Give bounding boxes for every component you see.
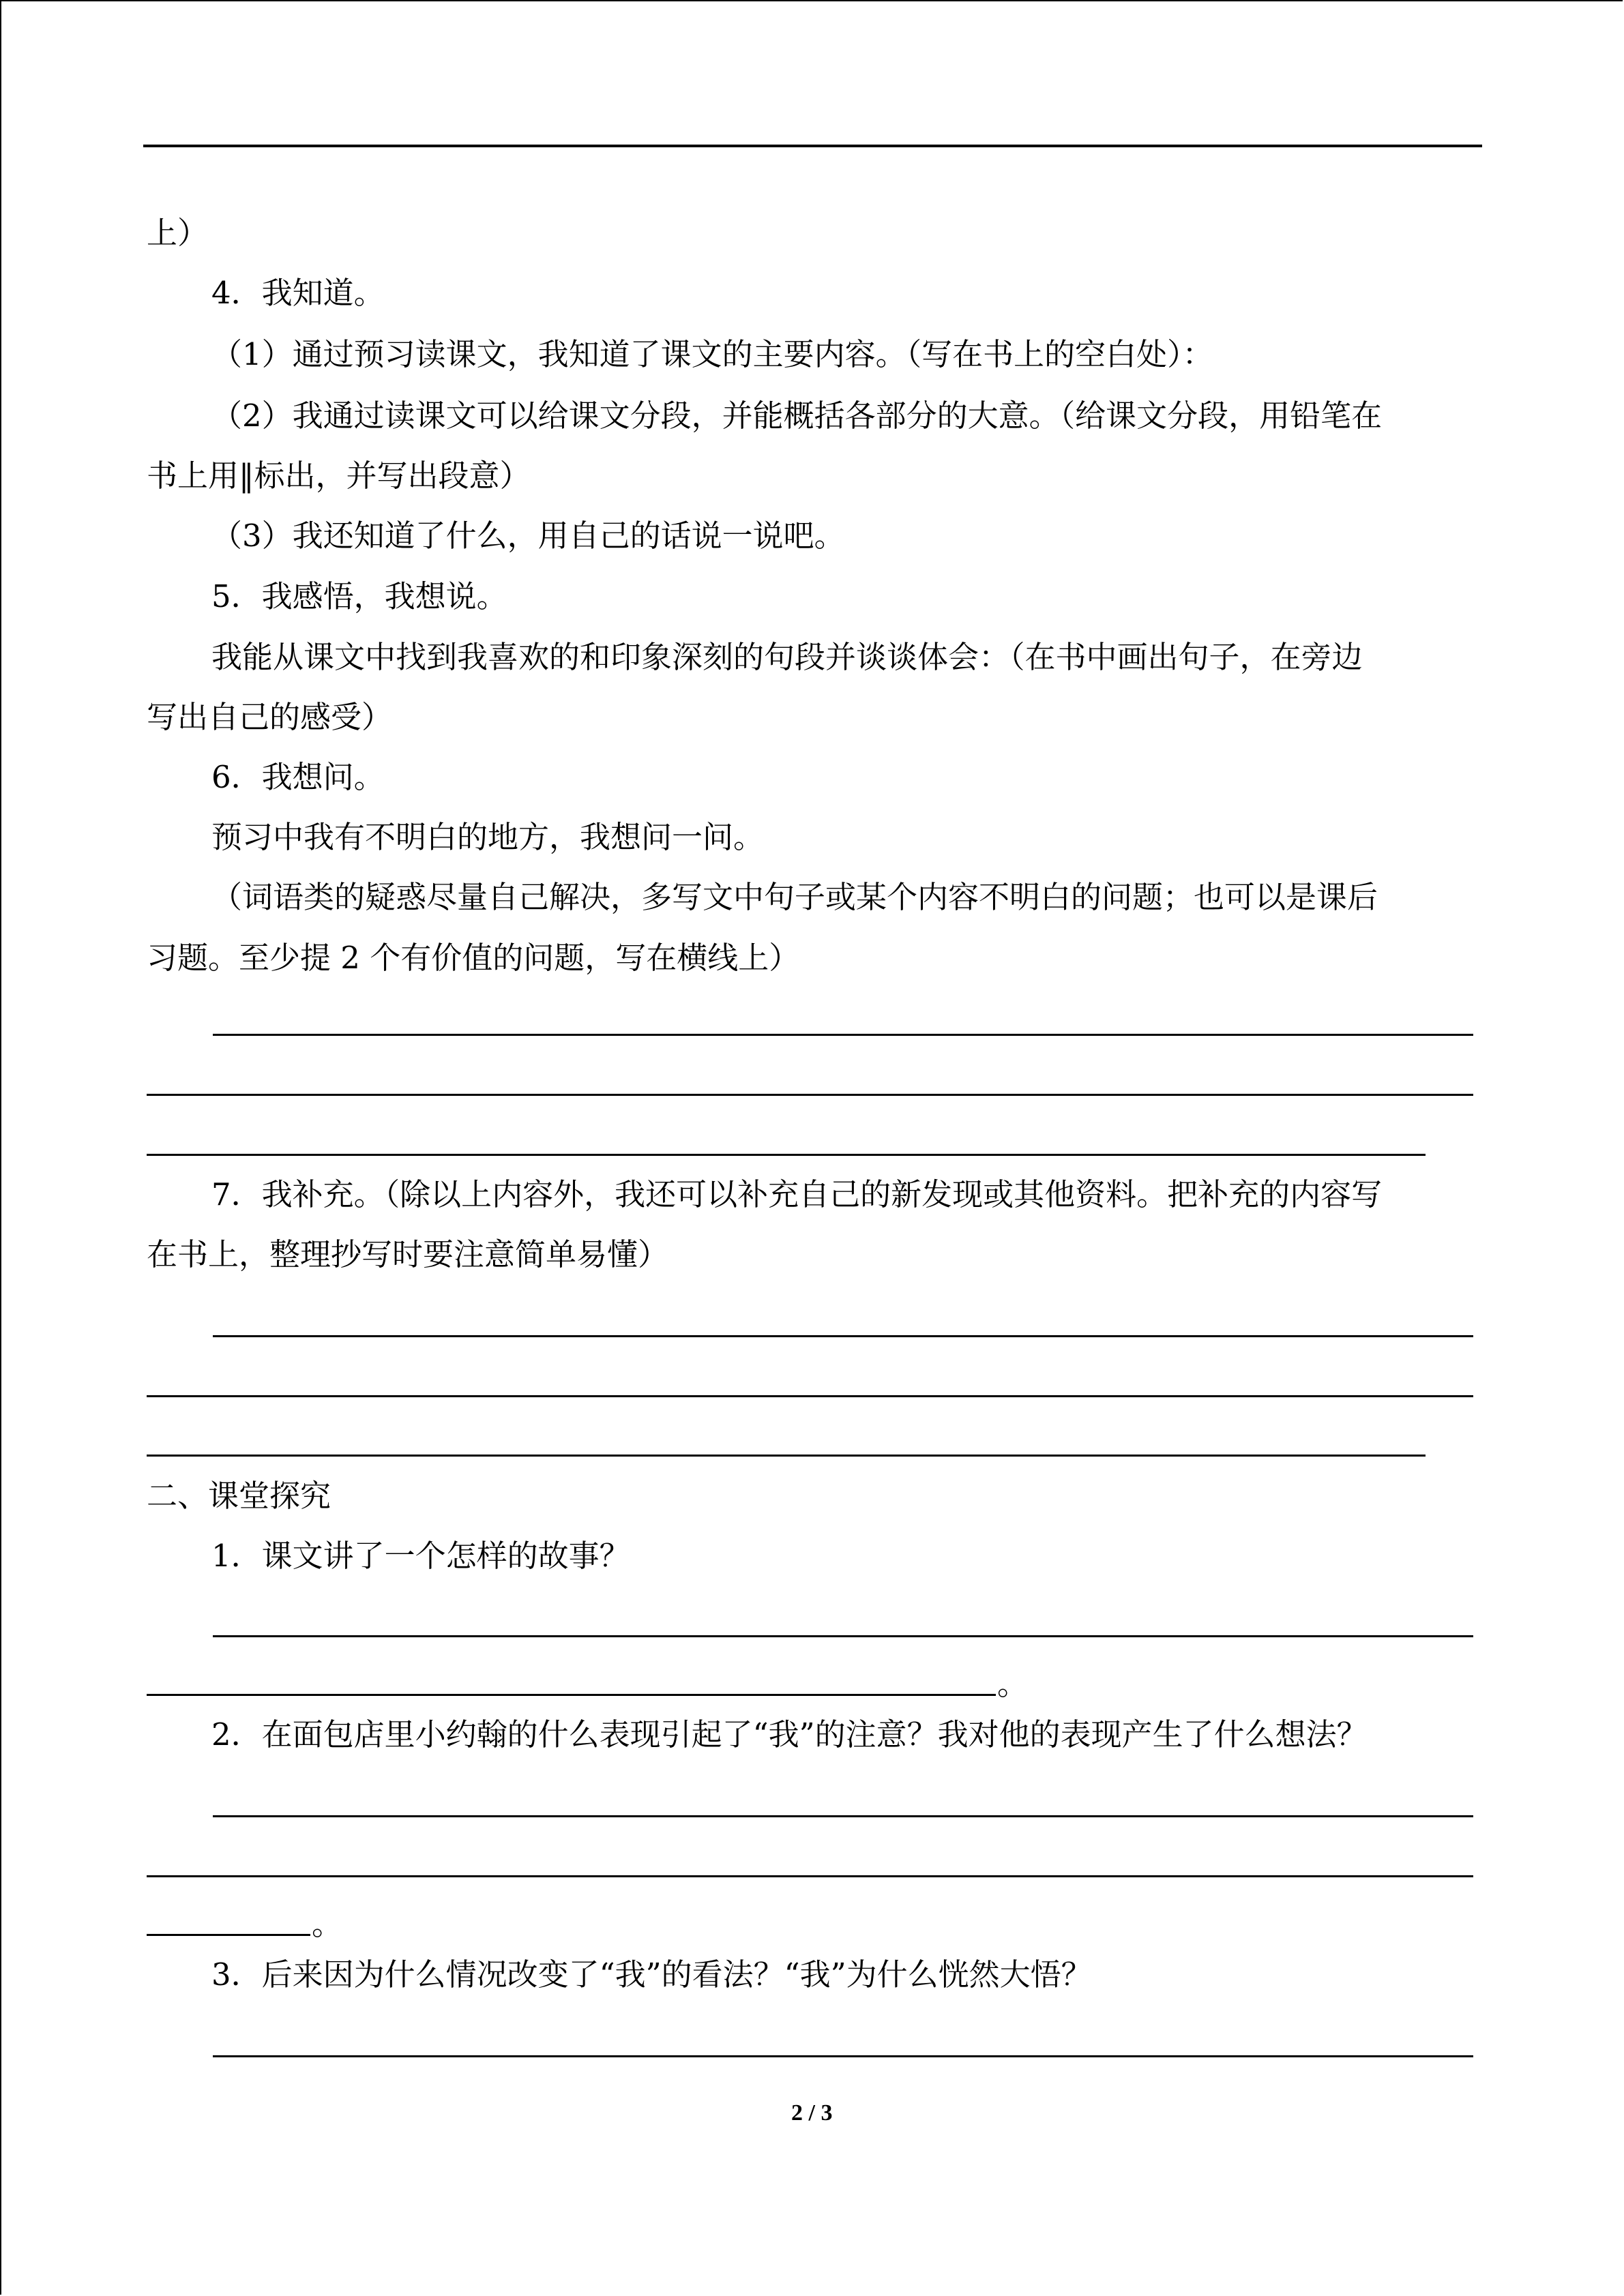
answer-line[interactable] (147, 1694, 996, 1696)
answer-line[interactable] (147, 1154, 1426, 1156)
answer-line[interactable] (147, 1934, 310, 1936)
answer-line[interactable] (213, 1335, 1473, 1337)
answer-line[interactable] (213, 1815, 1473, 1817)
text-line: 上） (147, 215, 209, 251)
question-2: 2．在面包店里小约翰的什么表现引起了“我”的注意？我对他的表现产生了什么想法？ (211, 1716, 1368, 1753)
item-4-heading: 4．我知道。 (211, 275, 385, 311)
item-7-text: 7．我补充。（除以上内容外，我还可以补充自己的新发现或其他资料。把补充的内容写 (211, 1176, 1383, 1212)
question-3: 3．后来因为什么情况改变了“我”的看法？“我”为什么恍然大悟？ (211, 1956, 1092, 1993)
answer-end-mark: 。 (312, 1906, 343, 1942)
item-6-note: （词语类的疑惑尽量自己解决，多写文中句子或某个内容不明白的问题；也可以是课后 (211, 879, 1378, 915)
item-6-heading: 6．我想问。 (211, 759, 385, 795)
header-rule (143, 145, 1482, 147)
answer-line[interactable] (147, 1395, 1473, 1397)
answer-line[interactable] (147, 1455, 1426, 1457)
answer-line[interactable] (213, 1034, 1473, 1036)
question-1: 1．课文讲了一个怎样的故事？ (211, 1538, 630, 1574)
item-6-text: 预习中我有不明白的地方，我想问一问。 (211, 819, 765, 855)
answer-line[interactable] (147, 1094, 1473, 1096)
item-4-1: （1）通过预习读课文，我知道了课文的主要内容。（写在书上的空白处）： (211, 336, 1213, 372)
item-4-2: （2）我通过读课文可以给课文分段，并能概括各部分的大意。（给课文分段，用铅笔在 (211, 398, 1383, 434)
item-4-3: （3）我还知道了什么，用自己的话说一说吧。 (211, 518, 845, 554)
item-6-note-cont: 习题。至少提 2 个有价值的问题，写在横线上） (147, 940, 800, 976)
page-number: 2 / 3 (791, 2100, 833, 2126)
answer-end-mark: 。 (997, 1666, 1029, 1702)
answer-line[interactable] (213, 2055, 1473, 2057)
item-5-text: 我能从课文中找到我喜欢的和印象深刻的句段并谈谈体会：（在书中画出句子，在旁边 (211, 639, 1363, 675)
item-4-2-cont: 书上用‖标出，并写出段意） (147, 458, 531, 494)
answer-line[interactable] (213, 1635, 1473, 1637)
section-2-heading: 二、课堂探究 (147, 1478, 331, 1514)
item-5-text-cont: 写出自己的感受） (147, 699, 393, 735)
answer-line[interactable] (147, 1875, 1473, 1877)
item-5-heading: 5．我感悟，我想说。 (211, 578, 507, 614)
item-7-text-cont: 在书上，整理抄写时要注意简单易懂） (147, 1236, 669, 1272)
